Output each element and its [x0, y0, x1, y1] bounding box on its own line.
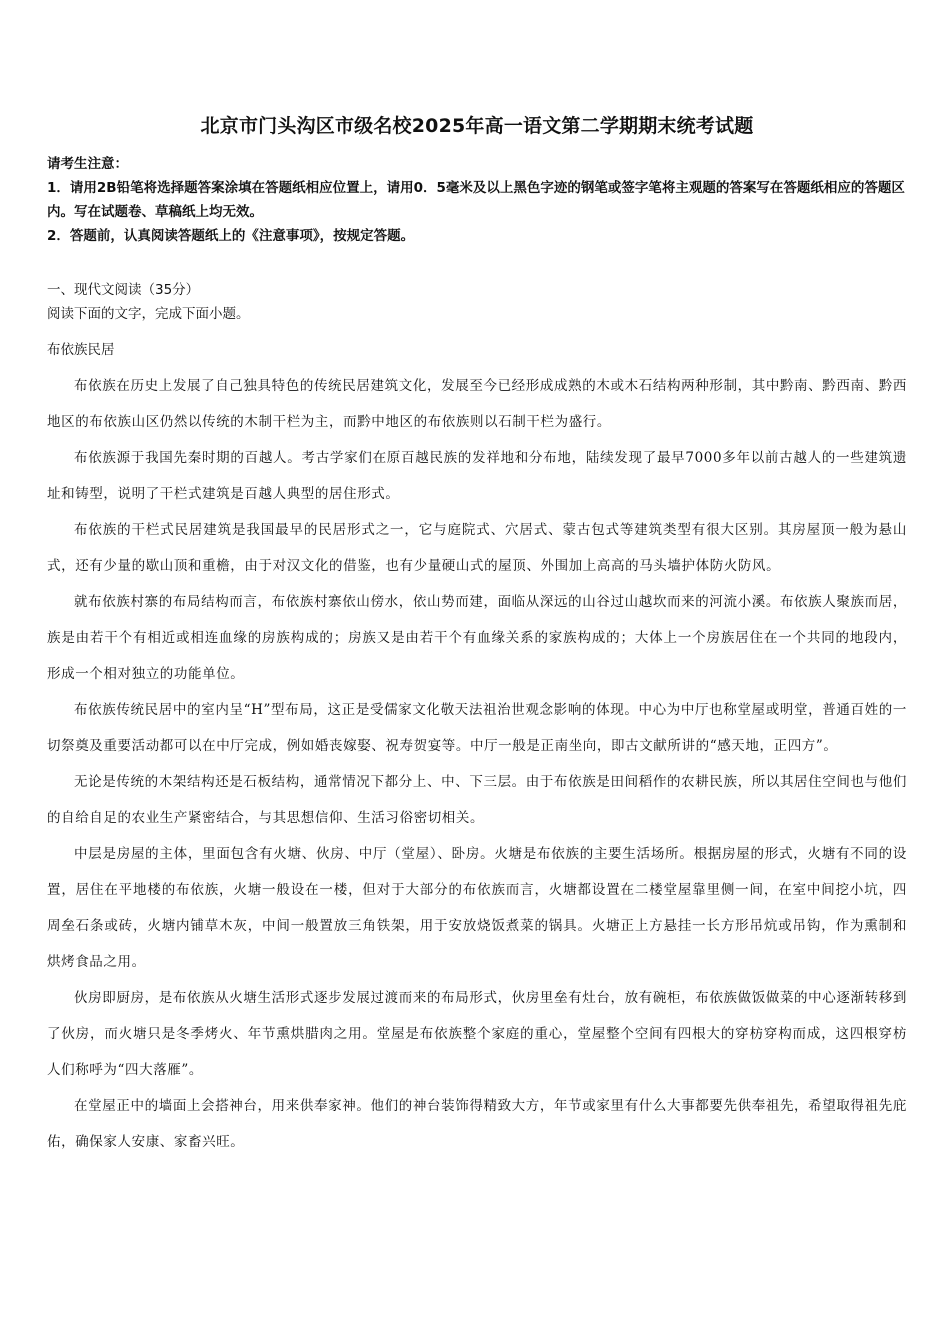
- article-paragraph: 无论是传统的木架结构还是石板结构，通常情况下都分上、中、下三层。由于布依族是田间稻作的农耕民族，所以其居住空间也与他们的自给自足的农业生产紧密结合，与其思想信仰、生活习俗密切相关。: [47, 774, 907, 826]
- article-paragraph: 布依族在历史上发展了自己独具特色的传统民居建筑文化，发展至今已经形成成熟的木或木石结构两种形制，其中黔南、黔西南、黔西地区的布依族山区仍然以传统的木制干栏为主，而黔中地区的布依族则以石制干栏为盛行。: [47, 378, 907, 430]
- article-paragraph: 在堂屋正中的墙面上会搭神台，用来供奉家神。他们的神台装饰得精致大方，年节或家里有什么大事都要先供奉祖先，希望取得祖先庇佑，确保家人安康、家畜兴旺。: [47, 1098, 907, 1150]
- section-heading: 一、现代文阅读（35分）: [47, 282, 200, 298]
- article-paragraph: 就布依族村寨的布局结构而言，布依族村寨依山傍水，依山势而建，面临从深远的山谷过山越坎而来的河流小溪。布依族人聚族而居，族是由若干个有相近或相连血缘的房族构成的；房族又是由若干个有血缘关系的家族构成的；大体上一个房族居住在一个共同的地段内，形成一个相对独立的功能单位。: [47, 594, 907, 682]
- article-paragraph: 布依族的干栏式民居建筑是我国最早的民居形式之一，它与庭院式、穴居式、蒙古包式等建筑类型有很大区别。其房屋顶一般为悬山式，还有少量的歇山顶和重檐，由于对汉文化的借鉴，也有少量硬山式的屋顶、外围加上高高的马头墙护体防火防风。: [47, 522, 907, 574]
- article-paragraph: 布依族传统民居中的室内呈“H”型布局，这正是受儒家文化敬天法祖治世观念影响的体现。中心为中厅也称堂屋或明堂，普通百姓的一切祭奠及重要活动都可以在中厅完成，例如婚丧嫁娶、祝寿贺宴等。中厅一般是正南坐向，即古文献所讲的“感天地，正四方”。: [47, 702, 907, 754]
- document-page: [47, 112, 907, 1160]
- article-paragraph: 布依族源于我国先秦时期的百越人。考古学家们在原百越民族的发祥地和分布地，陆续发现了最早7000多年以前古越人的一些建筑遗址和铸型，说明了干栏式建筑是百越人典型的居住形式。: [47, 450, 907, 502]
- article-body: [47, 368, 907, 1160]
- notice-item: 2．答题前，认真阅读答题纸上的《注意事项》，按规定答题。: [47, 228, 415, 244]
- page-title: 北京市门头沟区市级名校2025年高一语文第二学期期末统考试题: [200, 115, 754, 137]
- notice-item: 1．请用2B铅笔将选择题答案涂填在答题纸相应位置上，请用0．5毫米及以上黑色字迹的钢笔或签字笔将主观题的答案写在答题纸相应的答题区内。写在试题卷、草稿纸上均无效。: [47, 180, 905, 220]
- article-paragraph: 中层是房屋的主体，里面包含有火塘、伙房、中厅（堂屋）、卧房。火塘是布依族的主要生活场所。根据房屋的形式，火塘有不同的设置，居住在平地楼的布依族，火塘一般设在一楼，但对于大部分的布依族而言，火塘都设置在二楼堂屋靠里侧一间，在室中间挖小坑，四周垒石条或砖，火塘内铺草木灰，中间一般置放三角铁架，用于安放烧饭煮菜的锅具。火塘正上方悬挂一长方形吊炕或吊钩，作为熏制和烘烤食品之用。: [47, 846, 907, 970]
- section-instruction: 阅读下面的文字，完成下面小题。: [47, 306, 250, 322]
- article-title: 布依族民居: [47, 342, 115, 358]
- article-paragraph: 伙房即厨房，是布依族从火塘生活形式逐步发展过渡而来的布局形式，伙房里垒有灶台，放有碗柜，布依族做饭做菜的中心逐渐转移到了伙房，而火塘只是冬季烤火、年节熏烘腊肉之用。堂屋是布依族整个家庭的重心，堂屋整个空间有四根大的穿枋穿构而成，这四根穿枋人们称呼为“四大落雁”。: [47, 990, 907, 1078]
- exam-notice: [47, 152, 907, 248]
- notice-heading: 请考生注意：: [47, 156, 128, 172]
